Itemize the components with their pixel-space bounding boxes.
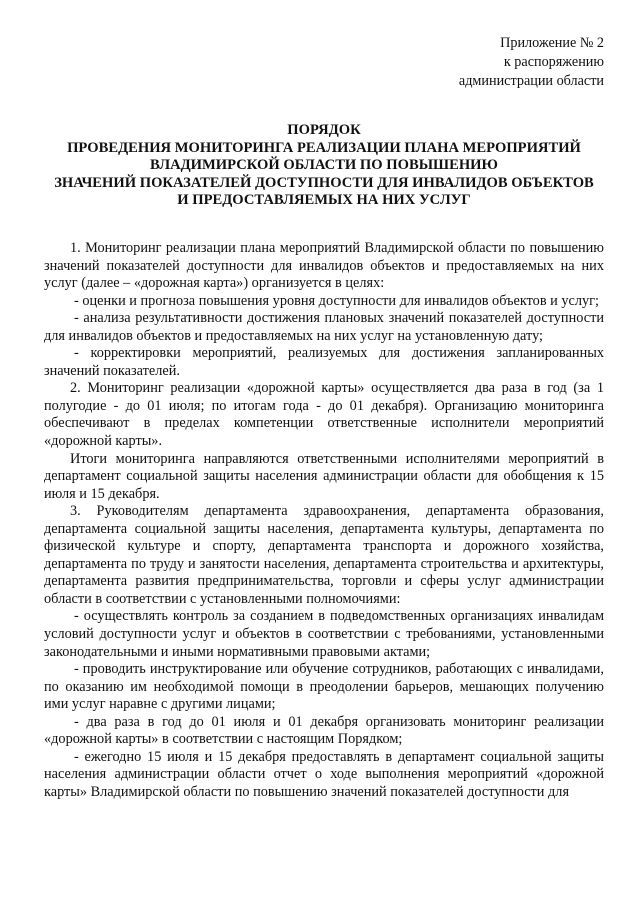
- annex-note: [459, 34, 604, 91]
- title-line-2: ПРОВЕДЕНИЯ МОНИТОРИНГА РЕАЛИЗАЦИИ ПЛАНА МЕРОПРИЯТИЙ: [67, 139, 581, 156]
- bullet-assessment: - оценки и прогноза повышения уровня доступности для инвалидов объектов и услуг;: [74, 292, 599, 309]
- document-body: [44, 240, 604, 802]
- annex-line-1: Приложение № 2: [500, 35, 604, 51]
- paragraph-2: 2. Мониторинг реализации «дорожной карты» осуществляется два раза в год (за 1 полугодие - до 01 июля; по итогам года - до 01 декабря). Организацию мониторинга обеспечивают в пределах компетенции ответственные исполнители мероприятий «дорожной карты».: [44, 380, 604, 450]
- bullet-control: - осуществлять контроль за созданием в подведомственных организациях инвалидам условий доступности услуг и объектов в соответствии с требованиями, установленными законодательными и иными нормативными правовыми актами;: [44, 608, 604, 660]
- paragraph-results: Итоги мониторинга направляются ответственными исполнителями мероприятий в департамент социальной защиты населения администрации области для обобщения к 15 июля и 15 декабря.: [44, 450, 604, 502]
- document-title: [44, 122, 604, 210]
- bullet-reporting: - ежегодно 15 июля и 15 декабря предоставлять в департамент социальной защиты населения администрации области отчет о ходе выполнения мероприятий «дорожной карты» Владимирской области по повышению значений показателей доступности для: [44, 748, 604, 800]
- title-line-1: ПОРЯДОК: [287, 122, 361, 138]
- title-line-4: ЗНАЧЕНИЙ ПОКАЗАТЕЛЕЙ ДОСТУПНОСТИ ДЛЯ ИНВАЛИДОВ ОБЪЕКТОВ: [54, 174, 594, 191]
- annex-line-3: администрации области: [458, 73, 604, 89]
- paragraph-3: 3. Руководителям департамента здравоохранения, департамента образования, департамента социальной защиты населения, департамента культуры, департамента по физической культуре и спорту, департамента транспорта и дорожного хозяйства, департамента по труду и занятости населения, департамента строительства и архитектуры, департамента развития предпринимательства, торговли и сферы услуг администрации области в соответствии с установленными полномочиями:: [44, 503, 604, 607]
- paragraph-1: 1. Мониторинг реализации плана мероприятий Владимирской области по повышению значений показателей доступности для инвалидов объектов и предоставляемых на них услуг (далее – «дорожная карта») организуется в целях:: [44, 240, 604, 292]
- title-line-5: И ПРЕДОСТАВЛЯЕМЫХ НА НИХ УСЛУГ: [177, 192, 471, 209]
- title-line-3: ВЛАДИМИРСКОЙ ОБЛАСТИ ПО ПОВЫШЕНИЮ: [150, 157, 498, 174]
- annex-line-2: к распоряжению: [503, 54, 604, 70]
- bullet-training: - проводить инструктирование или обучение сотрудников, работающих с инвалидами, по оказанию им необходимой помощи в преодолении барьеров, мешающих получению ими услуг наравне с другими лицами;: [44, 661, 604, 713]
- bullet-analysis: - анализа результативности достижения плановых значений показателей доступности для инвалидов объектов и предоставляемых на них услуг на установленную дату;: [44, 310, 604, 344]
- bullet-monitoring: - два раза в год до 01 июля и 01 декабря организовать мониторинг реализации «дорожной карты» в соответствии с настоящим Порядком;: [44, 713, 604, 748]
- bullet-adjustment: - корректировки мероприятий, реализуемых для достижения запланированных значений показателей.: [44, 345, 604, 379]
